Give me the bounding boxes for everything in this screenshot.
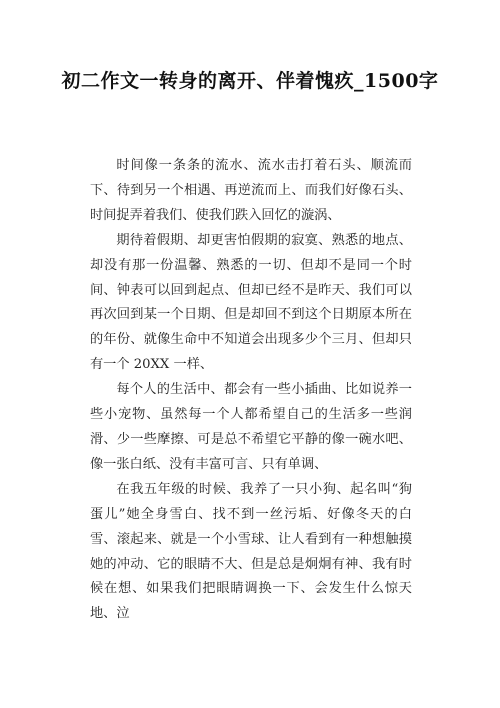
- document-title: 初二作文一转身的离开、伴着愧疚_1500字: [61, 70, 439, 92]
- paragraph-4: 在我五年级的时候、我养了一只小狗、起名叫“狗蛋儿”她全身雪白、找不到一丝污垢、好像冬天的白雪、滚起来、就是一个小雪球、让人看到有一种想触摸她的冲动、它的眼睛不大、但是总是炯炯有神、我有时候在想、如果我们把眼睛调换一下、会发生什么惊天地、泣: [90, 481, 412, 622]
- paragraph-2: 期待着假期、却更害怕假期的寂寞、熟悉的地点、却没有那一份温馨、熟悉的一切、但却不是同一个时间、钟表可以回到起点、但却已经不是昨天、我们可以再次回到某一个日期、但是却回不到这个日期原本所在的年份、就像生命中不知道会出现多少个三月、但却只有一个 20XX 一样、: [90, 232, 412, 373]
- paragraph-3: 每个人的生活中、都会有一些小插曲、比如说养一些小宠物、虽然每一个人都希望自己的生活多一些润滑、少一些摩擦、可是总不希望它平静的像一碗水吧、像一张白纸、没有丰富可言、只有单调、: [90, 382, 412, 472]
- document-body: [90, 154, 412, 627]
- paragraph-1: 时间像一条条的流水、流水击打着石头、顺流而下、待到另一个相遇、再逆流而上、而我们好像石头、时间捉弄着我们、使我们跌入回忆的漩涡、: [90, 158, 412, 223]
